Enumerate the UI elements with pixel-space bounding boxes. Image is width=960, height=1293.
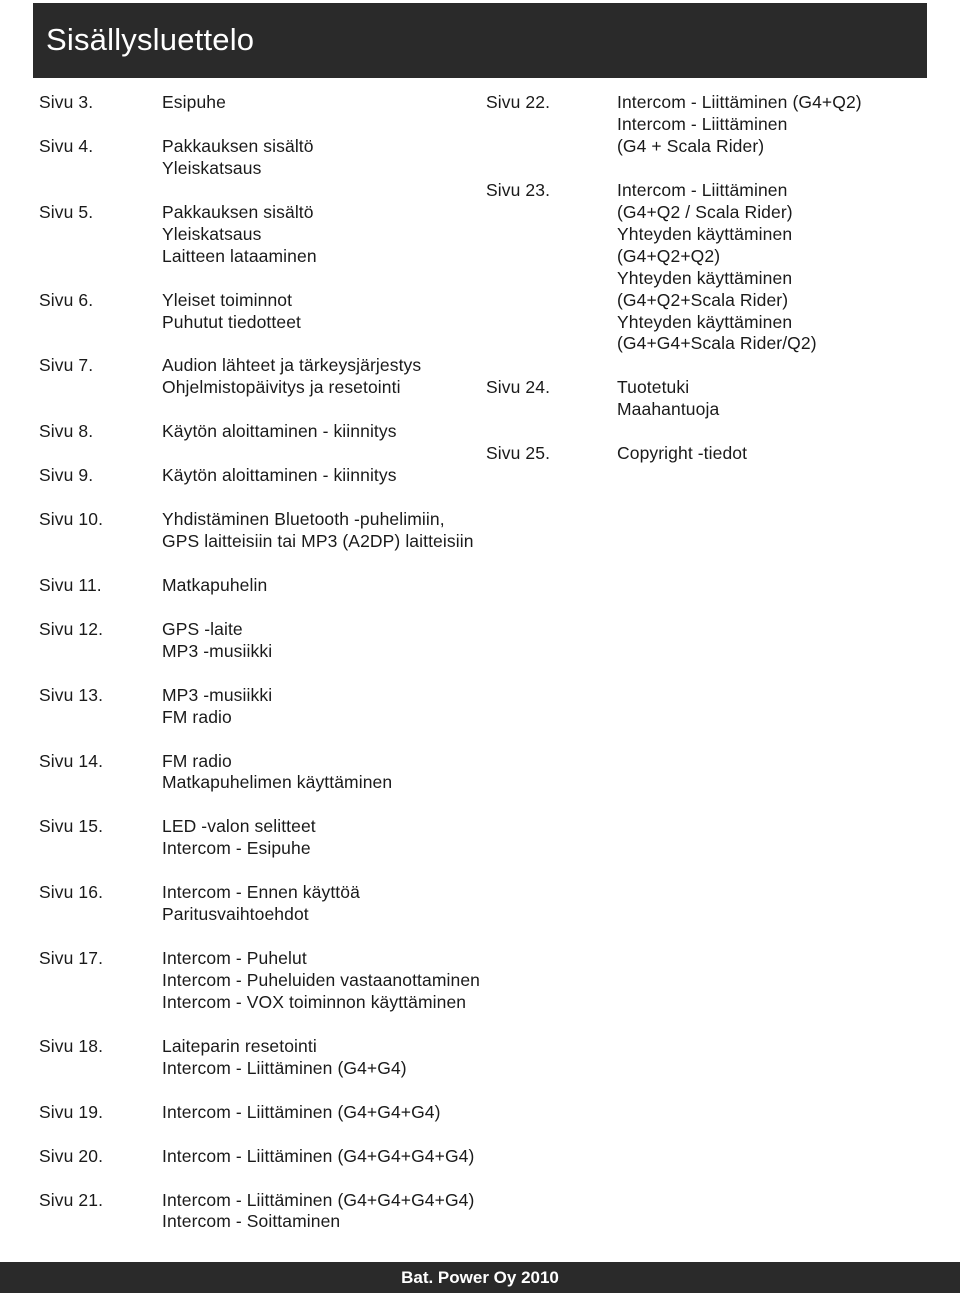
toc-entry-detail: (G4+Q2 / Scala Rider) xyxy=(617,201,793,222)
toc-entry-line xyxy=(162,750,232,772)
toc-entry-title: Matkapuhelin xyxy=(162,574,268,595)
toc-entry-line xyxy=(617,245,720,267)
toc-entry-line xyxy=(162,420,397,442)
toc-page-number: Sivu 19. xyxy=(39,1101,104,1122)
toc-entry-line xyxy=(162,464,397,486)
toc-entry-detail: (G4+Q2) xyxy=(792,92,862,112)
toc-entry-title: Intercom - VOX toiminnon käyttäminen xyxy=(162,991,467,1012)
toc-entry-title: Intercom - Puheluiden vastaanottaminen xyxy=(162,970,481,990)
toc-entry-line xyxy=(617,179,787,201)
toc-page-number: Sivu 12. xyxy=(39,618,104,639)
toc-entry-line xyxy=(162,1101,441,1123)
toc-entry-title: Intercom - Puhelut xyxy=(162,948,307,969)
toc-page-number: Sivu 25. xyxy=(486,443,551,464)
toc-page-number: Sivu 15. xyxy=(39,816,104,837)
toc-entry-detail: (G4+G4+G4+G4) xyxy=(337,1145,475,1166)
toc-entry-detail: (G4+G4+G4) xyxy=(337,1101,441,1122)
toc-entry-line xyxy=(162,1189,474,1211)
toc-entry-line xyxy=(162,574,267,596)
toc-entry-line xyxy=(162,903,309,925)
toc-entry-line xyxy=(162,618,243,640)
toc-entry-line xyxy=(162,157,261,179)
toc-entry-line xyxy=(162,530,474,552)
toc-page-number: Sivu 20. xyxy=(39,1145,104,1166)
toc-entry-detail: (G4+Q2+Q2) xyxy=(617,245,721,266)
toc-entry-title: Intercom - Esipuhe xyxy=(162,838,311,859)
toc-entry-line xyxy=(617,201,793,223)
toc-entry-line xyxy=(617,223,792,245)
footer-text: Bat. Power Oy 2010 xyxy=(401,1268,559,1287)
toc-entry-title: Käytön aloittaminen - kiinnitys xyxy=(162,421,397,442)
toc-entry-line xyxy=(617,398,719,420)
toc-page-number: Sivu 17. xyxy=(39,948,104,969)
toc-entry-line xyxy=(162,1057,407,1079)
toc-entry-line xyxy=(162,354,421,376)
toc-entry-title: Laitteen lataaminen xyxy=(162,245,317,266)
toc-entry-title: GPS laitteisiin tai MP3 (A2DP) laitteisiin xyxy=(162,531,474,551)
toc-entry-line xyxy=(162,947,307,969)
toc-entry-title: Matkapuhelimen käyttäminen xyxy=(162,772,393,793)
toc-page-number: Sivu 24. xyxy=(486,377,551,398)
header-bar xyxy=(33,3,927,78)
toc-entry-title: Intercom - Liittäminen xyxy=(617,92,788,112)
toc-entry-title: Yleiskatsaus xyxy=(162,157,262,178)
toc-entry-line xyxy=(617,376,689,398)
toc-entry-title: Intercom - Liittäminen xyxy=(617,179,788,200)
toc-entry-line xyxy=(617,332,817,354)
toc-page-number: Sivu 9. xyxy=(39,465,94,486)
toc-entry-title: Puhutut tiedotteet xyxy=(162,311,301,332)
toc-entry-line xyxy=(617,442,747,464)
toc-entry-line xyxy=(162,289,292,311)
toc-entry-title: Tuotetuki xyxy=(617,377,690,398)
toc-page-number: Sivu 10. xyxy=(39,509,104,530)
toc-entry-line xyxy=(162,376,401,398)
toc-entry-title: Yhdistäminen Bluetooth -puhelimiin, xyxy=(162,509,445,530)
toc-entry-title: Pakkauksen sisältö xyxy=(162,201,314,222)
toc-entry-detail: (G4+G4+Scala Rider/Q2) xyxy=(617,333,817,354)
toc-entry-title: Intercom - Liittäminen xyxy=(162,1101,333,1122)
toc-page-number: Sivu 18. xyxy=(39,1035,104,1056)
toc-entry-line xyxy=(162,1035,317,1057)
toc-entry-line xyxy=(162,135,314,157)
toc-entry-line xyxy=(617,135,764,157)
toc-entry-line xyxy=(162,837,311,859)
toc-entry-title: Yhteyden käyttäminen xyxy=(617,311,793,332)
footer-bar xyxy=(0,1262,960,1293)
toc-page-number: Sivu 7. xyxy=(39,355,94,376)
toc-entry-line xyxy=(617,91,862,113)
toc-entry-line xyxy=(617,267,792,289)
toc-entry-detail: (G4+Q2+Scala Rider) xyxy=(617,289,789,310)
toc-entry-detail: (G4+G4) xyxy=(337,1057,407,1078)
toc-entry-title: Intercom - Soittaminen xyxy=(162,1211,341,1232)
toc-entry-line xyxy=(162,91,226,113)
toc-entry-line xyxy=(162,1145,474,1167)
toc-entry-title: Pakkauksen sisältö xyxy=(162,135,314,156)
toc-entry-line xyxy=(162,881,360,903)
toc-entry-line xyxy=(162,969,480,991)
toc-page-number: Sivu 14. xyxy=(39,750,104,771)
toc-entry-title: Laiteparin resetointi xyxy=(162,1035,317,1056)
toc-entry-line xyxy=(162,245,317,267)
toc-entry-title: Maahantuoja xyxy=(617,399,720,420)
toc-entry-line xyxy=(162,815,316,837)
toc-page-number: Sivu 6. xyxy=(39,289,94,310)
toc-page-number: Sivu 22. xyxy=(486,92,551,112)
toc-entry-line xyxy=(162,508,445,530)
toc-entry-line xyxy=(162,223,261,245)
toc-page-number: Sivu 3. xyxy=(39,92,94,112)
toc-entry-line xyxy=(162,991,466,1013)
toc-entry-title: Yhteyden käyttäminen xyxy=(617,223,793,244)
toc-entry-title: Paritusvaihtoehdot xyxy=(162,904,309,925)
toc-entry-title: Copyright -tiedot xyxy=(617,443,748,464)
toc-entry-line xyxy=(162,640,272,662)
toc-entry-title: Ohjelmistopäivitys ja resetointi xyxy=(162,377,401,398)
toc-entry-line xyxy=(617,311,792,333)
toc-entry-detail: (G4 + Scala Rider) xyxy=(617,135,765,156)
toc-page-number: Sivu 21. xyxy=(39,1189,104,1210)
toc-entry-title: FM radio xyxy=(162,706,232,727)
toc-entry-line xyxy=(162,706,232,728)
toc-page-number: Sivu 8. xyxy=(39,421,94,442)
toc-entry-title: Intercom - Liittäminen xyxy=(617,113,788,134)
toc-entry-line xyxy=(162,771,392,793)
toc-entry-title: Yleiset toiminnot xyxy=(162,289,293,310)
toc-entry-title: MP3 -musiikki xyxy=(162,684,273,705)
toc-entry-title: LED -valon selitteet xyxy=(162,816,316,837)
toc-page-number: Sivu 16. xyxy=(39,882,104,903)
toc-entry-title: FM radio xyxy=(162,750,232,771)
toc-page-number: Sivu 23. xyxy=(486,179,551,200)
toc-entry-title: Yhteyden käyttäminen xyxy=(617,267,793,288)
page-title: Sisällysluettelo xyxy=(46,22,255,57)
toc-entry-line xyxy=(617,289,788,311)
toc-page-number: Sivu 4. xyxy=(39,135,94,156)
toc-entry-title: Yleiskatsaus xyxy=(162,223,262,244)
toc-entry-title: GPS -laite xyxy=(162,618,243,639)
toc-entry-title: Audion lähteet ja tärkeysjärjestys xyxy=(162,355,422,376)
toc-entry-title: MP3 -musiikki xyxy=(162,640,273,661)
toc-entry-line xyxy=(162,1210,340,1232)
toc-entry-title: Intercom - Ennen käyttöä xyxy=(162,882,360,903)
toc-page-number: Sivu 11. xyxy=(39,574,102,595)
toc-entry-line xyxy=(617,113,787,135)
toc-entry-line xyxy=(162,201,314,223)
toc-page-number: Sivu 13. xyxy=(39,684,104,705)
toc-entry-title: Intercom - Liittäminen xyxy=(162,1145,333,1166)
toc-entry-title: Käytön aloittaminen - kiinnitys xyxy=(162,465,397,486)
toc-entry-title: Esipuhe xyxy=(162,92,226,112)
toc-entry-title: Intercom - Liittäminen xyxy=(162,1057,333,1078)
toc-page-number: Sivu 5. xyxy=(39,201,94,222)
toc-entry-line xyxy=(162,684,272,706)
toc-entry-title: Intercom - Liittäminen xyxy=(162,1189,333,1210)
toc-entry-line xyxy=(162,311,301,333)
toc-entry-detail: (G4+G4+G4+G4) xyxy=(337,1189,475,1210)
